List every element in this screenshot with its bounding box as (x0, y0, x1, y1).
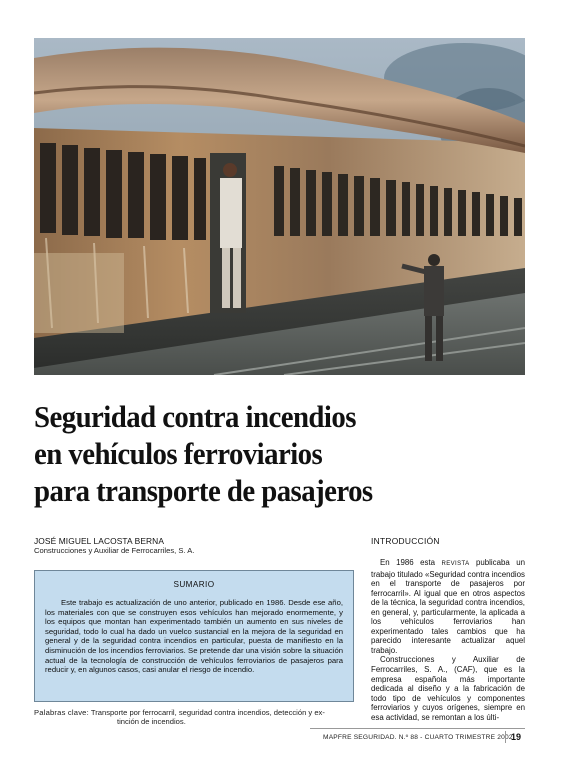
keywords-line-1: Transporte por ferrocarril, seguridad contra incendios, detección y ex- (90, 708, 325, 717)
author-affiliation: Construcciones y Auxiliar de Ferrocarriles, S. A. (34, 546, 195, 555)
intro-p1-rest: publicaba un trabajo titulado «Seguridad contra incendios en el transporte de pasajeros por ferrocarril». Al igual que en otros aspectos de la técnica, la seguridad contra incendios, en general, y, particularmente, la aplicada a los vehículos ferroviarios han experimentado tales cambios que ha parecido interesante actualizar aquel trabajo. (371, 558, 525, 655)
burned-train-illustration (34, 38, 525, 375)
journal-footer: MAPFRE SEGURIDAD. N.º 88 - CUARTO TRIMESTRE 2002 (323, 734, 513, 741)
intro-p1-revista: REVISTA (441, 561, 470, 567)
keywords-line-2: tinción de incendios. (117, 717, 186, 727)
title-line-1: Seguridad contra incendios (34, 399, 356, 434)
summary-box (34, 570, 354, 702)
author-name: JOSÉ MIGUEL LACOSTA BERNA (34, 536, 165, 546)
intro-paragraph-1 (371, 558, 525, 655)
introduction-text (371, 558, 525, 722)
intro-paragraph-2: Construcciones y Auxiliar de Ferrocarriles, S. A., (CAF), que es la empresa española más importante dedicada al diseño y a la fabricación de todo tipo de vehículos y componentes ferroviarios y cuyos orígenes, siempre en esa actividad, se remontan a los últi- (371, 655, 525, 722)
summary-text: Este trabajo es actualización de uno anterior, publicado en 1986. Desde ese año, los materiales con que se construyen esos vehículos han mejorado enormemente, y los equipos que montan han experimentado también un aumento en sus niveles de seguridad, todo lo cual ha dado un vuelco sustancial en la mejora de la seguridad en general y de la seguridad contra incendios en particular, puesta de manifiesto en la disminución de los incendios ferroviarios. Se pretende dar una visión sobre la situación actual de la tecnología de construcción de vehículos ferroviarios de pasajeros para reducir y, en algunos casos, casi anular el riesgo de incendio. (45, 598, 343, 675)
keywords-label: Palabras clave: (34, 708, 89, 717)
summary-heading: SUMARIO (173, 580, 215, 589)
intro-p1-start: En 1986 esta (380, 558, 442, 567)
title-line-2: en vehículos ferroviarios (34, 436, 323, 471)
page-number: 19 (511, 732, 522, 742)
introduction-heading: INTRODUCCIÓN (371, 536, 440, 546)
title-line-3: para transporte de pasajeros (34, 473, 373, 508)
footer-rule (310, 728, 525, 729)
keywords (34, 708, 356, 727)
burned-train-photo (34, 38, 525, 375)
page-separator (505, 731, 506, 743)
article-title (34, 398, 499, 509)
